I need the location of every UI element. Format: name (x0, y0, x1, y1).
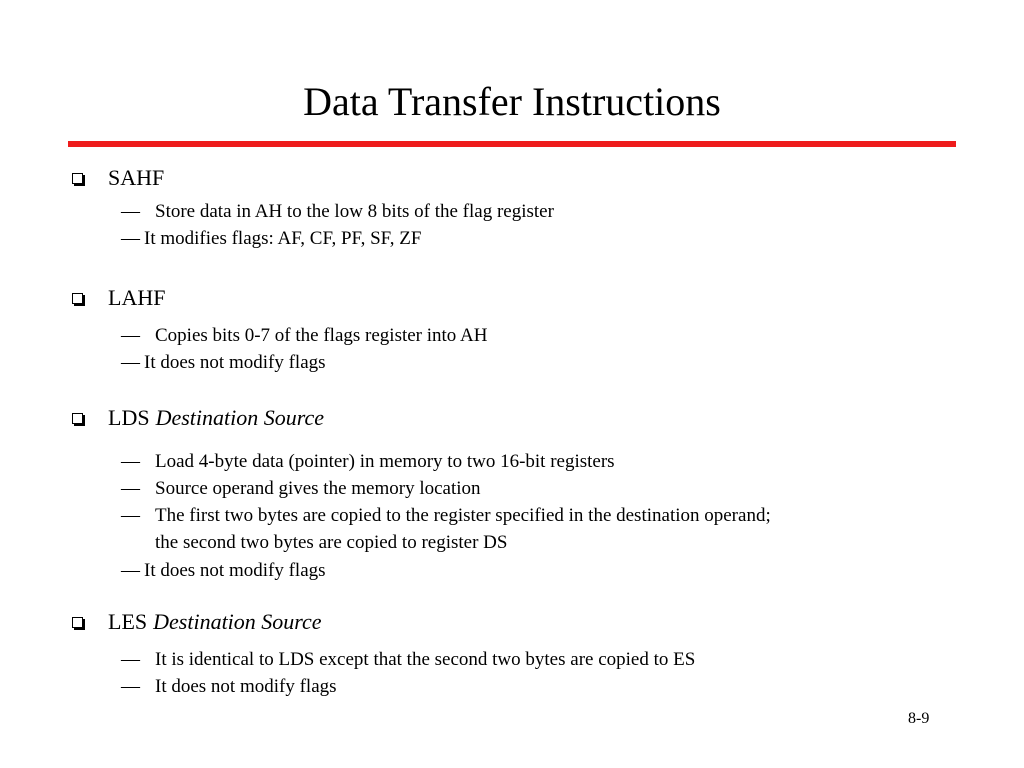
list-item (121, 322, 487, 349)
list-item-text: Source operand gives the memory location (155, 478, 481, 499)
operand-syntax: Destination Source (153, 609, 322, 634)
title-divider (68, 141, 956, 147)
dash-marker: — (121, 676, 140, 697)
dash-marker: — (121, 478, 140, 499)
checkbox-bullet-icon (72, 173, 83, 184)
operand-syntax: Destination Source (155, 405, 324, 430)
dash-marker: — (121, 201, 140, 222)
list-item (121, 225, 421, 252)
list-item-text: Copies bits 0-7 of the flags register into AH (155, 325, 488, 346)
list-item-text: Load 4-byte data (pointer) in memory to two 16-bit registers (155, 451, 615, 472)
bullet-lds (72, 403, 324, 433)
bullet-les (72, 607, 322, 637)
slide-title: Data Transfer Instructions (303, 79, 721, 124)
dash-marker: — (121, 451, 140, 472)
bullet-sahf (72, 163, 164, 193)
list-item (121, 198, 554, 225)
bullet-lahf (72, 283, 165, 313)
list-item (121, 557, 326, 584)
list-item-text: The first two bytes are copied to the register specified in the destination operand; (155, 505, 771, 526)
dash-marker: — (121, 228, 140, 249)
list-item (121, 646, 695, 673)
instruction-name: LAHF (108, 285, 166, 310)
instruction-name: LES (108, 609, 148, 634)
list-item (121, 502, 771, 529)
list-item (121, 448, 615, 475)
list-item-text: It is identical to LDS except that the second two bytes are copied to ES (155, 649, 696, 670)
list-item (121, 475, 481, 502)
list-item (121, 349, 326, 376)
dash-marker: — (121, 560, 140, 581)
list-item-text: It does not modify flags (144, 560, 326, 581)
list-item-text: Store data in AH to the low 8 bits of the flag register (155, 201, 554, 222)
instruction-name: LDS (108, 405, 150, 430)
list-item-text: It does not modify flags (155, 676, 337, 697)
dash-marker: — (121, 325, 140, 346)
page-number: 8-9 (908, 710, 930, 727)
dash-marker: — (121, 505, 140, 526)
list-item-continuation (155, 529, 507, 556)
dash-marker: — (121, 649, 140, 670)
instruction-name: SAHF (108, 165, 165, 190)
list-item-text: It does not modify flags (144, 352, 326, 373)
list-item (121, 673, 337, 700)
checkbox-bullet-icon (72, 293, 83, 304)
checkbox-bullet-icon (72, 617, 83, 628)
list-item-text: It modifies flags: AF, CF, PF, SF, ZF (144, 228, 422, 249)
checkbox-bullet-icon (72, 413, 83, 424)
list-item-text: the second two bytes are copied to register DS (155, 532, 508, 553)
dash-marker: — (121, 352, 140, 373)
